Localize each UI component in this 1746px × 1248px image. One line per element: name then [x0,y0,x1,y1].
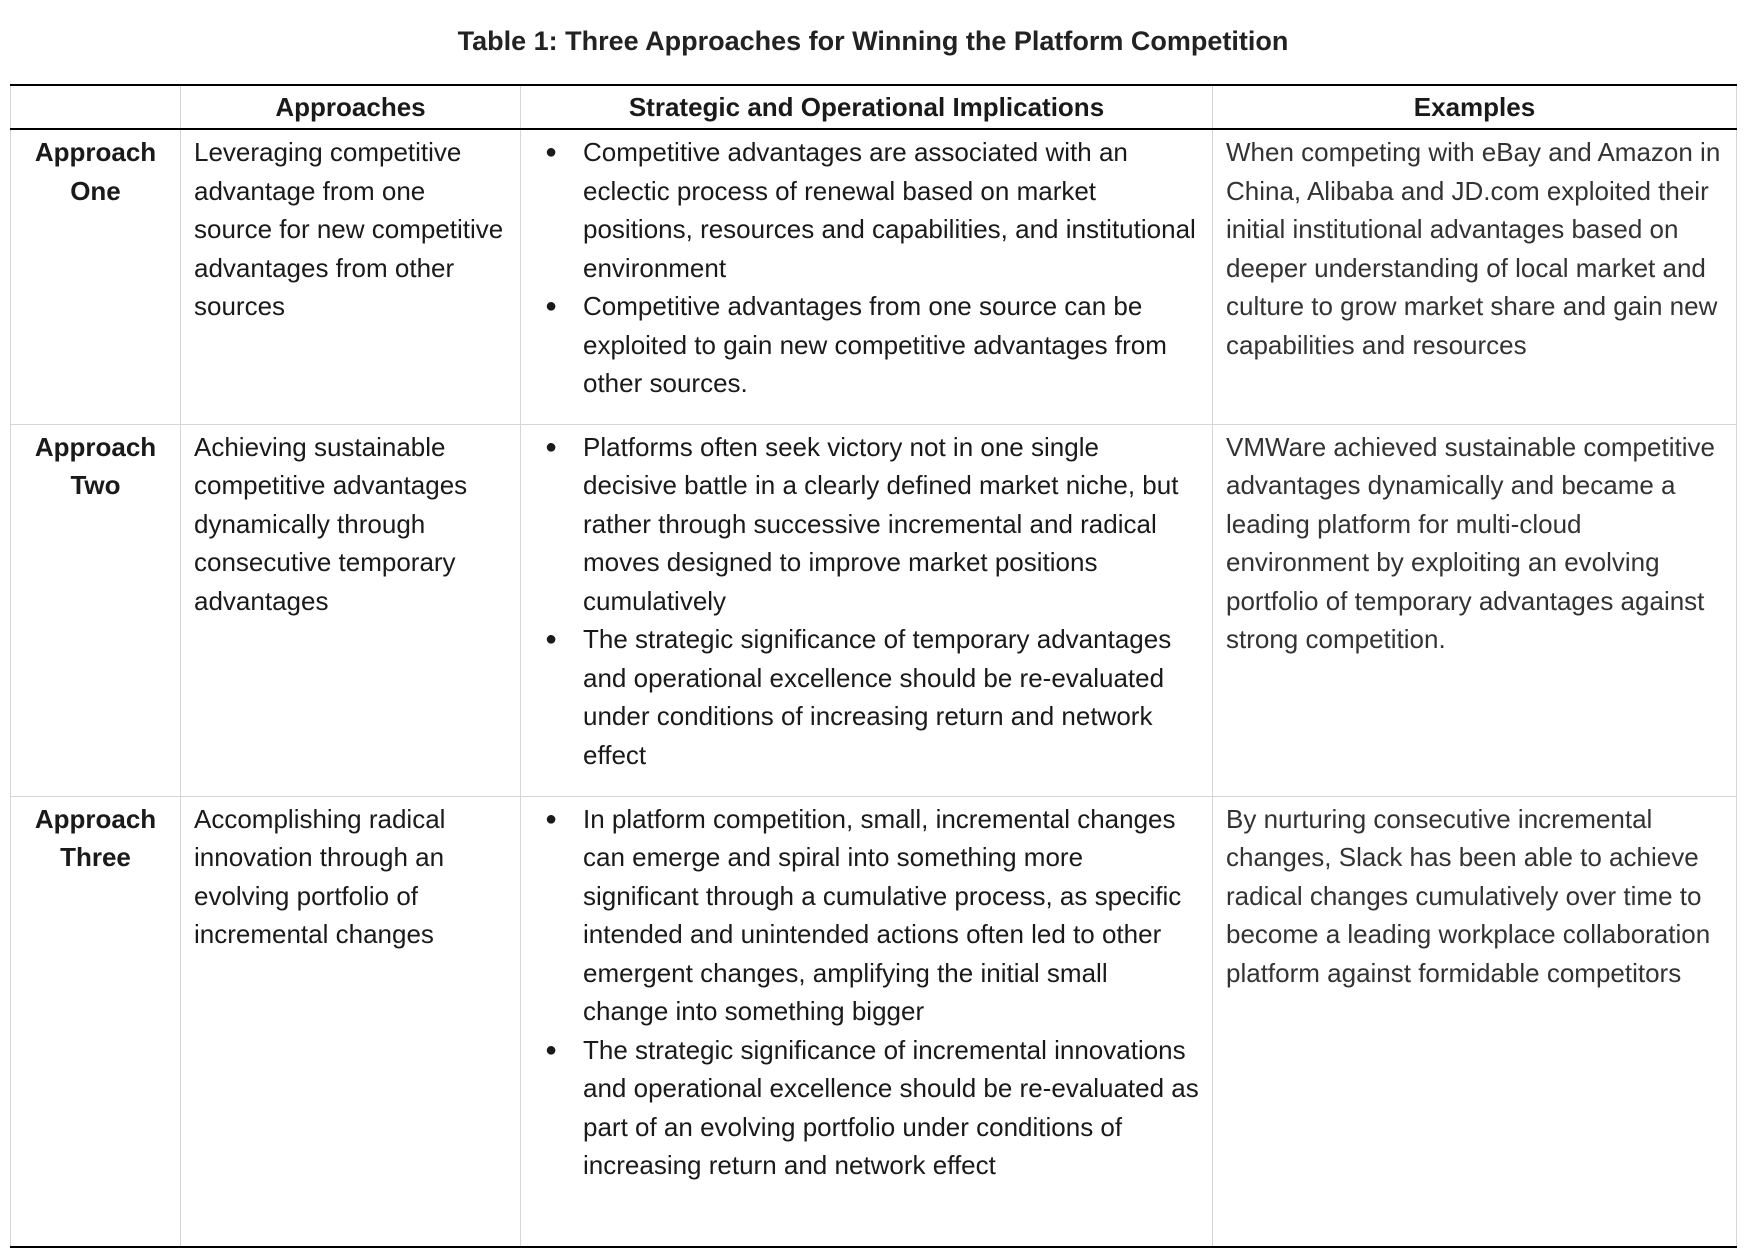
approaches-table [10,84,1737,1248]
example-cell: When competing with eBay and Amazon in China, Alibaba and JD.com exploited their initial institutional advantages based on deeper understanding of local market and culture to grow market share and gain new capabilities and resources [1213,129,1737,424]
bullet-icon: ● [544,295,558,317]
table-row [11,796,1737,1247]
row-label: Approach Three [11,796,181,1247]
implications-list [521,428,1200,775]
example-cell: VMWare achieved sustainable competitive advantages dynamically and became a leading platform for multi-cloud environment by exploiting an evolving portfolio of temporary advantages against strong competition. [1213,424,1737,796]
bullet-icon: ● [544,141,558,163]
header-row [11,85,1737,129]
approach-cell: Leveraging competitive advantage from one source for new competitive advantages from other sources [181,129,521,424]
list-item [521,620,1200,774]
list-item [521,800,1200,1031]
implications-cell [521,129,1213,424]
implications-cell [521,796,1213,1247]
row-label: Approach Two [11,424,181,796]
header-examples: Examples [1213,85,1737,129]
bullet-icon: ● [544,807,558,830]
implications-list [521,133,1200,403]
list-item [521,1031,1200,1185]
table-row [11,424,1737,796]
header-empty [11,85,181,129]
list-item [521,287,1200,403]
header-approaches: Approaches [181,85,521,129]
example-cell: By nurturing consecutive incremental changes, Slack has been able to achieve radical changes cumulatively over time to become a leading workplace collaboration platform against formidable competitors [1213,796,1737,1247]
bullet-text: The strategic significance of temporary advantages and operational excellence should be re-evaluated under conditions of increasing return and network effect [583,624,1172,770]
bullet-text: Competitive advantages are associated with an eclectic process of renewal based on market positions, resources and capabilities, and institutional environment [583,137,1196,283]
approach-cell: Accomplishing radical innovation through an evolving portfolio of incremental changes [181,796,521,1247]
implications-cell [521,424,1213,796]
implications-list [521,800,1200,1185]
list-item [521,133,1200,287]
approach-cell: Achieving sustainable competitive advantages dynamically through consecutive temporary advantages [181,424,521,796]
bullet-text: Platforms often seek victory not in one single decisive battle in a clearly defined market niche, but rather through successive incremental and radical moves designed to improve market positions cumulatively [583,431,1179,616]
bullet-text: Competitive advantages from one source can be exploited to gain new competitive advantages from other sources. [583,291,1167,398]
bullet-text: The strategic significance of incremental innovations and operational excellence should be re-evaluated as part of an evolving portfolio under conditions of increasing return and network effect [583,1034,1199,1180]
header-implications: Strategic and Operational Implications [521,85,1213,129]
bullet-icon: ● [544,435,558,458]
bullet-icon: ● [544,628,558,650]
bullet-icon: ● [544,1038,558,1061]
list-item [521,428,1200,621]
table-caption: Table 1: Three Approaches for Winning the Platform Competition [457,26,1289,56]
bullet-text: In platform competition, small, incremental changes can emerge and spiral into something more significant through a cumulative process, as specific intended and unintended actions often led to other emergent changes, amplifying the initial small change into something bigger [583,803,1182,1026]
row-label: Approach One [11,129,181,424]
table-row [11,129,1737,424]
